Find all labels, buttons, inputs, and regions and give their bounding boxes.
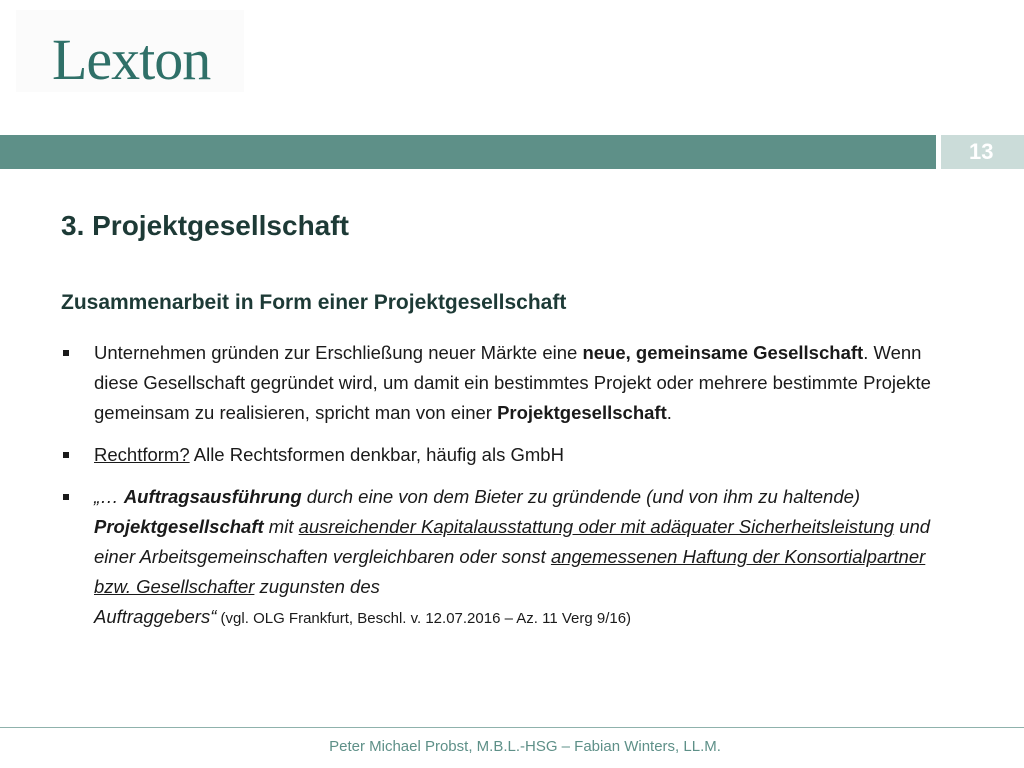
bullet-item-legal-form [61, 440, 951, 470]
bullet-text: Rechtform? Alle Rechtsformen denkbar, häufig als GmbH [94, 444, 564, 465]
bullet-list [61, 338, 951, 646]
bullet-item-founding [61, 338, 951, 428]
slide-title: 3. Projektgesellschaft [61, 210, 349, 241]
logo-box [16, 10, 244, 92]
lexton-logo: Lexton [52, 27, 211, 92]
slide-subtitle: Zusammenarbeit in Form einer Projektgesellschaft [61, 291, 567, 314]
bullet-text: Unternehmen gründen zur Erschließung neuer Märkte eine neue, gemeinsame Gesellschaft. Wenn diese Gesellschaft gegründet wird, um damit ein bestimmtes Projekt oder mehrere bestimmte Projekte gemeinsam zu realisieren, spricht man von einer Projektgesellschaft. [94, 342, 931, 423]
page-number-box [941, 135, 1024, 169]
footer-divider [0, 727, 1024, 728]
header-band [0, 135, 936, 169]
footer-authors: Peter Michael Probst, M.B.L.-HSG – Fabian Winters, LL.M. [329, 738, 721, 755]
bullet-square-icon [63, 452, 69, 458]
bullet-square-icon [63, 350, 69, 356]
bullet-item-quote [61, 482, 951, 634]
citation: (vgl. OLG Frankfurt, Beschl. v. 12.07.2016 – Az. 11 Verg 9/16) [216, 610, 632, 627]
bullet-square-icon [63, 494, 69, 500]
page-number: 13 [969, 139, 994, 164]
bullet-quote-text: „… Auftragsausführung durch eine von dem Bieter zu gründende (und von ihm zu haltende) Projektgesellschaft mit ausreichender Kapitalausstattung oder mit adäquater Sicherheitsleistung und einer Arbeitsgemeinschaften vergleichbaren oder sonst angemessenen Haftung der Konsortialpartner bzw. Gesellschafter zugunsten des Auftraggebers“ (vgl. OLG Frankfurt, Beschl. v. 12.07.2016 – Az. 11 Verg 9/16) [94, 486, 931, 627]
